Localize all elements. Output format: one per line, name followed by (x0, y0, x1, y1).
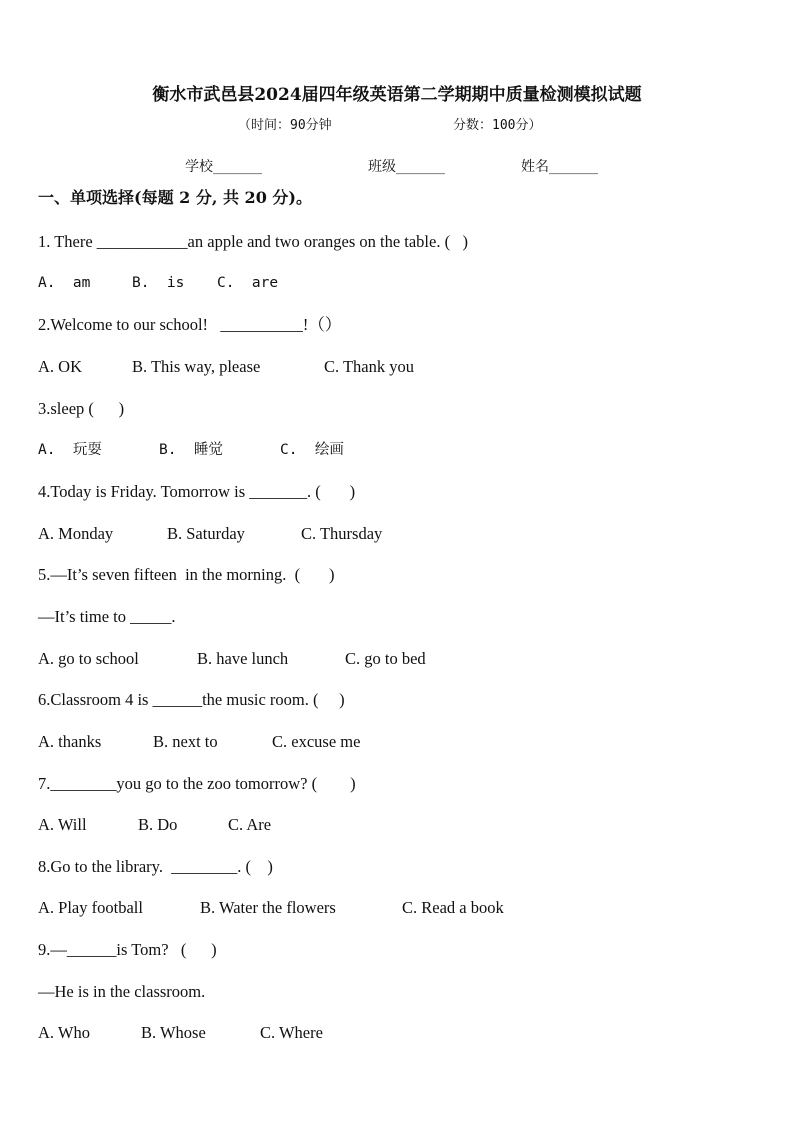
option-c[interactable]: C. excuse me (272, 732, 361, 751)
option-a[interactable]: A. go to school (38, 649, 139, 668)
name-field[interactable]: 姓名_______ (521, 159, 598, 175)
option-a[interactable]: A. Will (38, 815, 87, 834)
question-7: 7.________you go to the zoo tomorrow? ( ) (38, 774, 356, 793)
option-a[interactable]: A. Who (38, 1023, 90, 1042)
exam-score: 分数：100分） (453, 118, 542, 133)
option-c[interactable]: C. are (217, 275, 279, 291)
option-b[interactable]: B. next to (153, 732, 218, 751)
option-a[interactable]: A. OK (38, 357, 82, 376)
option-c[interactable]: C. Read a book (402, 898, 504, 917)
class-field[interactable]: 班级_______ (368, 159, 445, 175)
option-b[interactable]: B. Whose (141, 1023, 206, 1042)
option-b[interactable]: B. is (132, 275, 185, 291)
question-3: 3.sleep ( ) (38, 399, 125, 418)
section-title: 一、单项选择(每题 2 分, 共 20 分)。 (38, 188, 312, 207)
question-9: 9.—______is Tom? ( ) (38, 940, 217, 959)
option-a[interactable]: A. thanks (38, 732, 102, 751)
question-8: 8.Go to the library. ________. ( ) (38, 857, 273, 876)
option-c[interactable]: C. 绘画 (280, 442, 344, 458)
option-b[interactable]: B. This way, please (132, 357, 261, 376)
question-5-line-2: —It’s time to _____. (38, 607, 176, 626)
exam-title: 衡水市武邑县2024届四年级英语第二学期期中质量检测模拟试题 (152, 85, 642, 105)
option-b[interactable]: B. Do (138, 815, 178, 834)
option-a[interactable]: A. am (38, 275, 91, 291)
question-4: 4.Today is Friday. Tomorrow is _______. ( ) (38, 482, 356, 501)
option-b[interactable]: B. Water the flowers (200, 898, 336, 917)
question-5: 5.—It’s seven fifteen in the morning. ( ) (38, 565, 335, 584)
question-6: 6.Classroom 4 is ______the music room. ( ) (38, 690, 345, 709)
question-9-line-2: —He is in the classroom. (38, 982, 206, 1001)
option-c[interactable]: C. Are (228, 815, 272, 834)
option-a[interactable]: A. Monday (38, 524, 114, 543)
option-a[interactable]: A. Play football (38, 898, 143, 917)
school-field[interactable]: 学校_______ (185, 159, 262, 175)
exam-time: （时间：90分钟 (238, 118, 332, 133)
option-a[interactable]: A. 玩耍 (38, 442, 102, 458)
option-c[interactable]: C. Thank you (324, 357, 414, 376)
option-b[interactable]: B. have lunch (197, 649, 289, 668)
option-c[interactable]: C. Thursday (301, 524, 383, 543)
option-c[interactable]: C. go to bed (345, 649, 426, 668)
option-c[interactable]: C. Where (260, 1023, 323, 1042)
question-1: 1. There ___________an apple and two oranges on the table. ( ) (38, 232, 468, 251)
question-2: 2.Welcome to our school! __________!（） (38, 315, 342, 334)
option-b[interactable]: B. 睡觉 (159, 442, 223, 458)
option-b[interactable]: B. Saturday (167, 524, 245, 543)
